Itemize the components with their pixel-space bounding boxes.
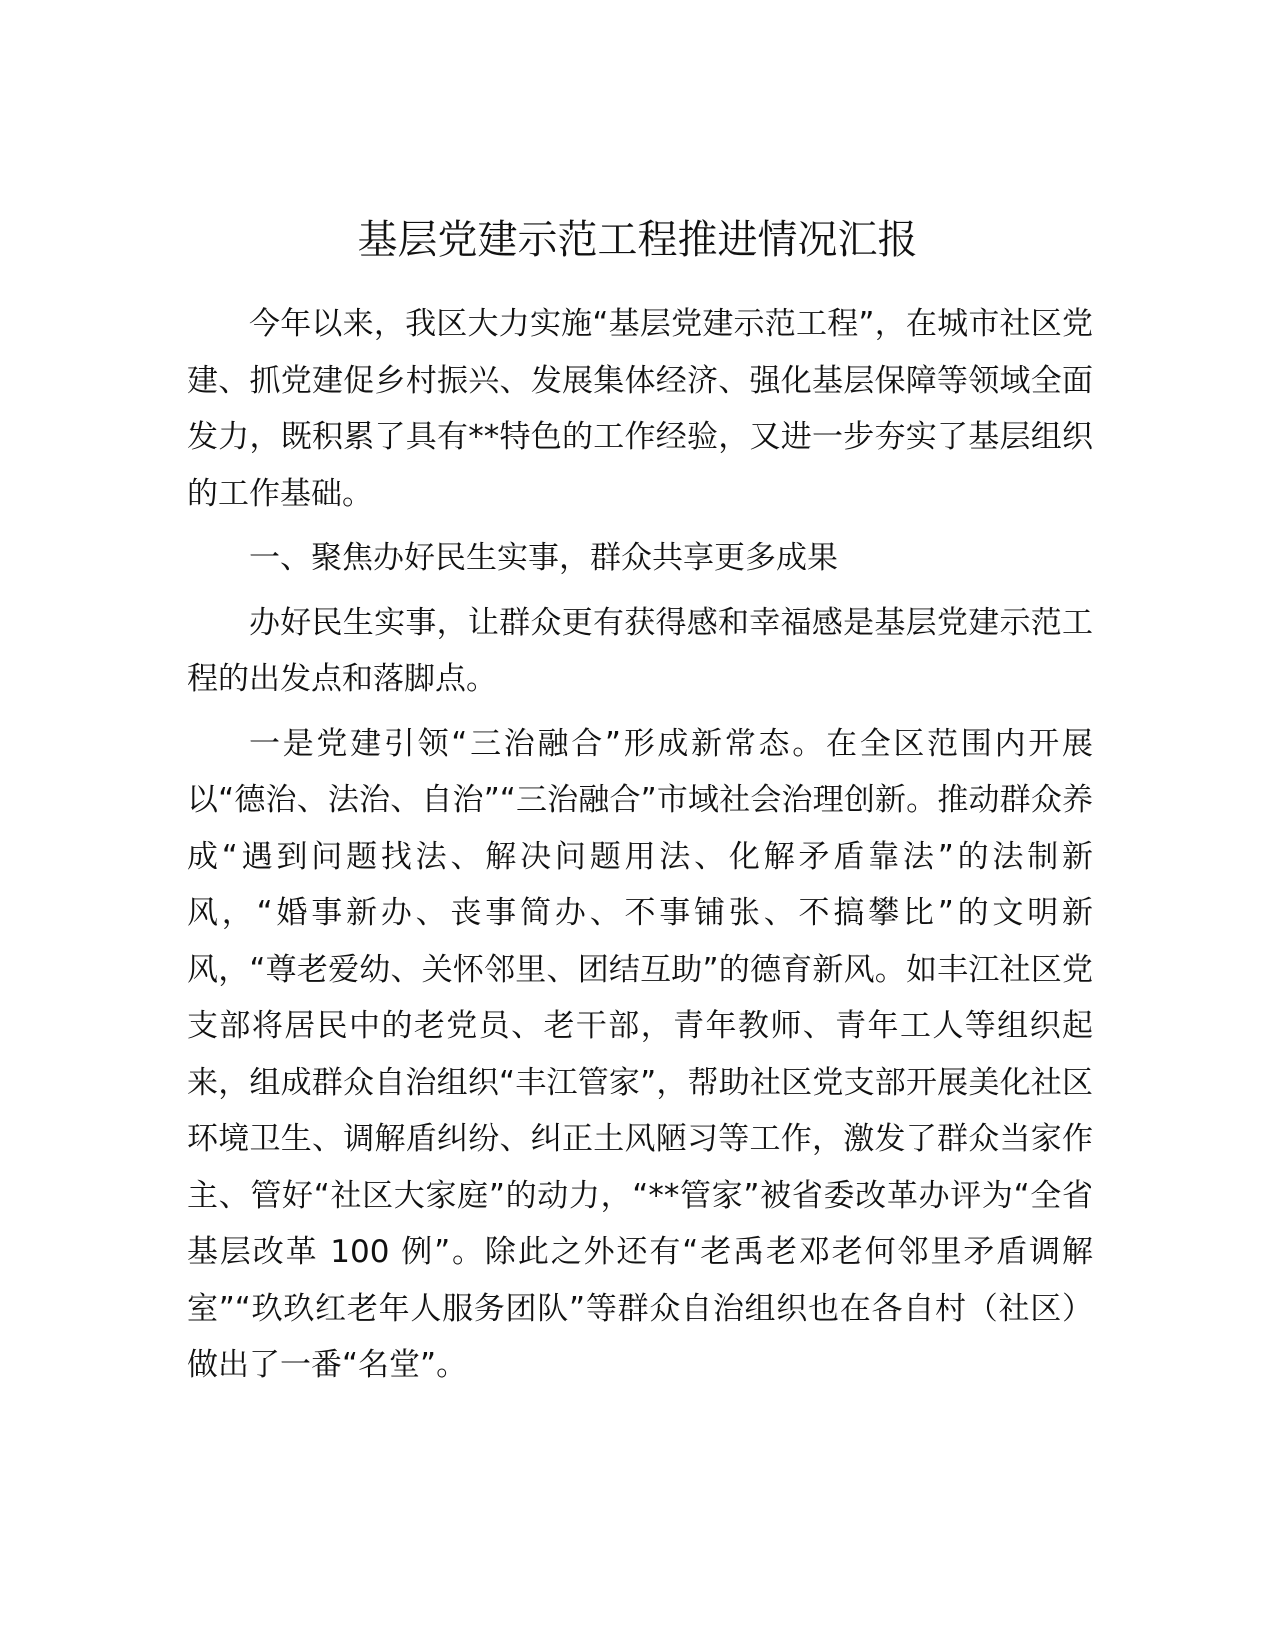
paragraph-intro: 今年以来，我区大力实施“基层党建示范工程”，在城市社区党建、抓党建促乡村振兴、发展集体经济、强化基层保障等领域全面发力，既积累了具有**特色的工作经验，又进一步夯实了基层组织的工作基础。 bbox=[187, 306, 1093, 512]
section-heading-1: 一、聚焦办好民生实事，群众共享更多成果 bbox=[249, 540, 838, 576]
document-body bbox=[187, 296, 1093, 1402]
document-title: 基层党建示范工程推进情况汇报 bbox=[357, 217, 918, 263]
paragraph-three-governance: 一是党建引领“三治融合”形成新常态。在全区范围内开展以“德治、法治、自治”“三治融合”市域社会治理创新。推动群众养成“遇到问题找法、解决问题用法、化解矛盾靠法”的法制新风，“婚事新办、丧事简办、不事铺张、不搞攀比”的文明新风，“尊老爱幼、关怀邻里、团结互助”的德育新风。如丰江社区党支部将居民中的老党员、老干部，青年教师、青年工人等组织起来，组成群众自治组织“丰江管家”，帮助社区党支部开展美化社区环境卫生、调解盾纠纷、纠正土风陋习等工作，激发了群众当家作主、管好“社区大家庭”的动力，“**管家”被省委改革办评为“全省基层改革 100 例”。除此之外还有“老禹老邓老何邻里矛盾调解室”“玖玖红老年人服务团队”等群众自治组织也在各自村（社区）做出了一番“名堂”。 bbox=[187, 725, 1093, 1383]
paragraph-section-1-intro: 办好民生实事，让群众更有获得感和幸福感是基层党建示范工程的出发点和落脚点。 bbox=[187, 604, 1093, 697]
